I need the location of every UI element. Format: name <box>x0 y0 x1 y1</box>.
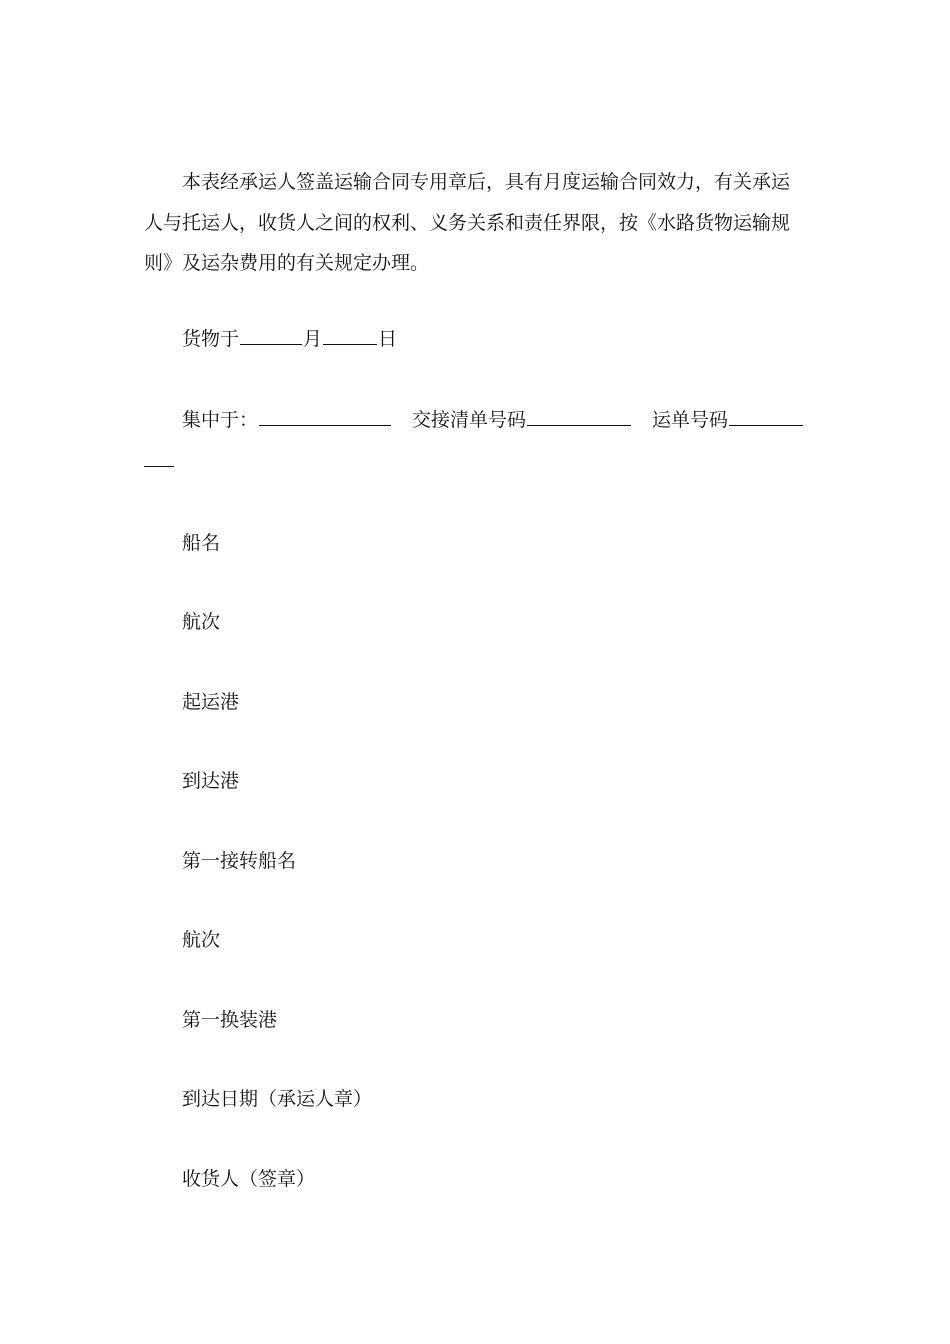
cargo-date-prefix: 货物于 <box>182 328 240 350</box>
field-transfer-voyage: 航次 <box>182 929 221 951</box>
field-first-transfer-ship: 第一接转船名 <box>182 850 297 872</box>
day-blank[interactable] <box>323 326 377 345</box>
intro-paragraph: 本表经承运人签盖运输合同专用章后，具有月度运输合同效力，有关承运人与托运人，收货人之间的权利、义务关系和责任界限，按《水路货物运输规则》及运杂费用的有关规定办理。 <box>144 171 791 274</box>
field-voyage: 航次 <box>182 611 221 633</box>
field-departure-port: 起运港 <box>182 691 240 713</box>
collected-at-label: 集中于： <box>182 409 259 431</box>
field-consignee-signature: 收货人（签章） <box>182 1168 316 1190</box>
collection-line <box>182 406 804 434</box>
field-arrival-port: 到达港 <box>182 770 240 792</box>
field-arrival-date: 到达日期（承运人章） <box>182 1088 373 1110</box>
waybill-label: 运单号码 <box>652 409 729 431</box>
field-ship-name: 船名 <box>182 532 221 554</box>
cargo-date-line <box>182 325 397 353</box>
month-blank[interactable] <box>240 326 302 345</box>
field-first-transshipment-port: 第一换装港 <box>182 1009 278 1031</box>
month-label: 月 <box>303 328 323 350</box>
handover-list-label: 交接清单号码 <box>412 409 527 431</box>
collected-at-blank[interactable] <box>259 407 391 426</box>
handover-list-blank[interactable] <box>527 407 631 426</box>
waybill-blank[interactable] <box>729 407 803 426</box>
day-label: 日 <box>378 328 398 350</box>
waybill-blank-continuation <box>144 466 174 467</box>
